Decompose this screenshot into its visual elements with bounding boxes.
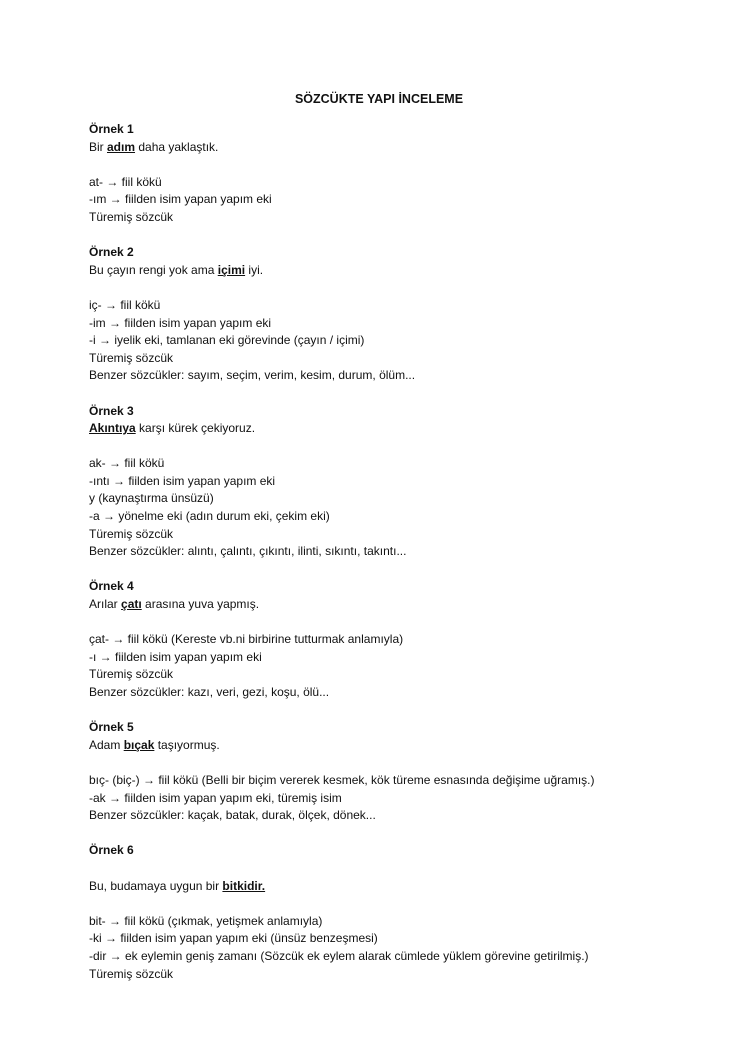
blank-line — [89, 385, 709, 403]
example-heading: Örnek 1 — [89, 122, 134, 136]
analysis-line: Benzer sözcükler: alıntı, çalıntı, çıkıntı, ilinti, sıkıntı, takıntı... — [89, 544, 407, 559]
example-sentence — [89, 420, 709, 438]
sentence-text-before: Bu, budamaya uygun bir — [89, 878, 223, 893]
sentence-text-after: arasına yuva yapmış. — [141, 597, 260, 612]
sentence-keyword: bitkidir. — [222, 878, 266, 893]
sentence-text-before: Bir — [89, 139, 107, 154]
analysis-line: -a → yönelme eki (adın durum eki, çekim eki) — [89, 509, 330, 524]
analysis-line: iç- → fiil kökü — [89, 297, 161, 312]
example-sentence — [89, 262, 709, 280]
blank-line — [89, 156, 709, 174]
sentence-text-after: daha yaklaştık. — [135, 139, 219, 154]
analysis-line: Türemiş sözcük — [89, 209, 174, 224]
example-heading: Örnek 2 — [89, 245, 134, 260]
sentence-text-before: Arılar — [89, 597, 122, 612]
analysis-line: Benzer sözcükler: kazı, veri, gezi, koşu, ölü... — [89, 685, 330, 699]
blank-line — [89, 895, 709, 913]
analysis-line: -ıntı → fiilden isim yapan yapım eki — [89, 473, 276, 488]
blank-line — [89, 438, 709, 456]
blank-line — [89, 702, 709, 720]
analysis-line: -dir → ek eylemin geniş zamanı (Sözcük ek eylem alarak cümlede yüklem görevine getirilmiş.) — [89, 948, 589, 963]
sentence-text-before: Adam — [89, 737, 124, 752]
example-section — [89, 403, 709, 579]
sentence-keyword: Akıntıya — [89, 421, 136, 436]
example-sentence — [89, 596, 709, 614]
analysis-line: y (kaynaştırma ünsüzü) — [89, 491, 214, 506]
analysis-line: at- → fiil kökü — [89, 174, 162, 189]
example-section — [89, 719, 709, 842]
example-section — [89, 842, 709, 983]
blank-line — [89, 860, 709, 878]
analysis-line: Türemiş sözcük — [89, 526, 174, 541]
example-section — [89, 121, 709, 244]
analysis-line: bıç- (biç-) → fiil kökü (Belli bir biçim vererek kesmek, kök türeme esnasında değişime uğramış.) — [89, 772, 595, 787]
sentence-text-before: Bu çayın rengi yok ama — [89, 262, 218, 277]
example-heading: Örnek 5 — [89, 720, 134, 735]
blank-line — [89, 227, 709, 245]
document-body — [89, 121, 709, 983]
example-heading: Örnek 4 — [89, 579, 134, 594]
example-sentence — [89, 878, 709, 896]
sentence-keyword: içimi — [217, 262, 246, 277]
sentence-text-after: iyi. — [245, 262, 264, 277]
analysis-line: -ak → fiilden isim yapan yapım eki, türemiş isim — [89, 790, 342, 805]
sentence-text-after: karşı kürek çekiyoruz. — [135, 421, 256, 436]
blank-line — [89, 279, 709, 297]
analysis-line: Türemiş sözcük — [89, 350, 174, 365]
analysis-line: -ı → fiilden isim yapan yapım eki — [89, 649, 262, 664]
analysis-line: bit- → fiil kökü (çıkmak, yetişmek anlamıyla) — [89, 913, 323, 928]
analysis-line: Türemiş sözcük — [89, 966, 174, 981]
blank-line — [89, 614, 709, 632]
analysis-line: Benzer sözcükler: kaçak, batak, durak, ölçek, dönek... — [89, 808, 376, 823]
blank-line — [89, 561, 709, 579]
analysis-line: Benzer sözcükler: sayım, seçim, verim, kesim, durum, ölüm... — [89, 368, 416, 383]
blank-line — [89, 825, 709, 843]
example-section — [89, 578, 709, 719]
sentence-text-after: taşıyormuş. — [154, 737, 220, 752]
sentence-keyword: adım — [107, 139, 136, 154]
example-section — [89, 244, 709, 402]
example-sentence — [89, 737, 709, 755]
example-heading: Örnek 3 — [89, 403, 134, 418]
example-heading: Örnek 6 — [89, 843, 134, 858]
analysis-line: ak- → fiil kökü — [89, 456, 165, 471]
analysis-line: çat- → fiil kökü (Kereste vb.ni birbirine tutturmak anlamıyla) — [89, 632, 404, 647]
analysis-line: Türemiş sözcük — [89, 667, 174, 682]
sentence-keyword: bıçak — [123, 737, 155, 752]
blank-line — [89, 754, 709, 772]
analysis-line: -ki → fiilden isim yapan yapım eki (ünsüz benzeşmesi) — [89, 931, 378, 946]
analysis-line: -i → iyelik eki, tamlanan eki görevinde (çayın / içimi) — [89, 333, 365, 348]
analysis-line: -im → fiilden isim yapan yapım eki — [89, 315, 272, 330]
analysis-line: -ım → fiilden isim yapan yapım eki — [89, 192, 272, 207]
sentence-keyword: çatı — [121, 597, 142, 612]
page-title: SÖZCÜKTE YAPI İNCELEME — [294, 92, 464, 106]
example-sentence — [89, 139, 709, 157]
